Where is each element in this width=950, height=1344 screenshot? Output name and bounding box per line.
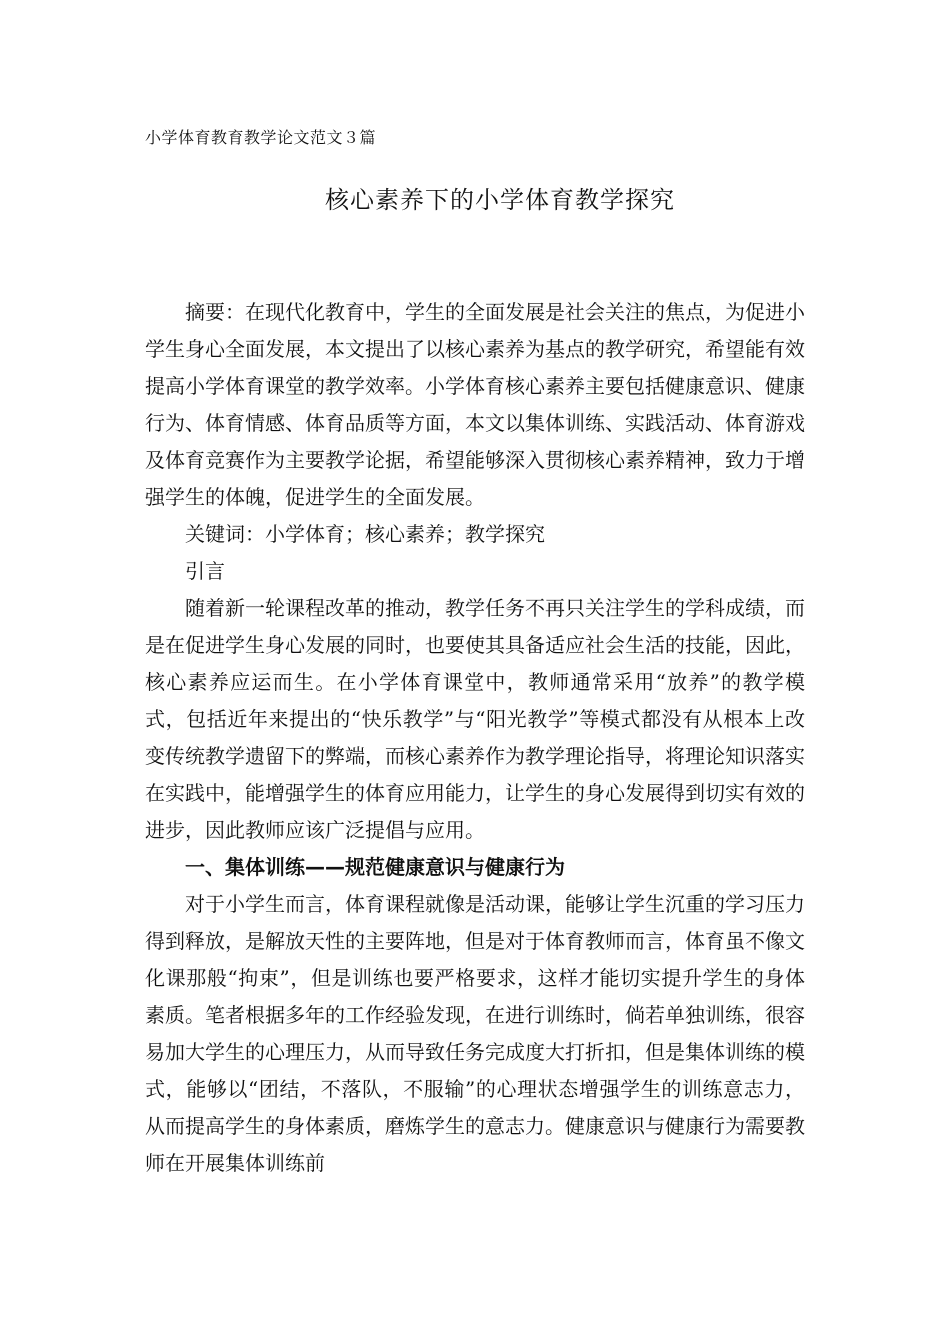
intro-paragraph: 随着新一轮课程改革的推动，教学任务不再只关注学生的学科成绩，而是在促进学生身心发展的同时，也要使其具备适应社会生活的技能，因此，核心素养应运而生。在小学体育课堂中，教师通常采用“放养”的教学模式，包括近年来提出的“快乐教学”与“阳光教学”等模式都没有从根本上改变传统教学遗留下的弊端，而核心素养作为教学理论指导，将理论知识落实在实践中，能增强学生的体育应用能力，让学生的身心发展得到切实有效的进步，因此教师应该广泛提倡与应用。	[145, 596, 805, 842]
section-1-heading: 一、集体训练——规范健康意识与健康行为	[185, 855, 565, 879]
intro-heading: 引言	[185, 559, 225, 583]
document-header-title: 小学体育教育教学论文范文３篇	[145, 128, 377, 147]
keywords-paragraph: 关键词：小学体育；核心素养；教学探究	[185, 522, 545, 546]
section-1-paragraph: 对于小学生而言，体育课程就像是活动课，能够让学生沉重的学习压力得到释放，是解放天性的主要阵地，但是对于体育教师而言，体育虽不像文化课那般“拘束”，但是训练也要严格要求，这样才能切实提升学生的身体素质。笔者根据多年的工作经验发现，在进行训练时，倘若单独训练，很容易加大学生的心理压力，从而导致任务完成度大打折扣，但是集体训练的模式，能够以“团结，不落队，不服输”的心理状态增强学生的训练意志力，从而提高学生的身体素质，磨炼学生的意志力。健康意识与健康行为需要教师在开展集体训练前	[145, 892, 805, 1175]
abstract-paragraph: 摘要：在现代化教育中，学生的全面发展是社会关注的焦点，为促进小学生身心全面发展，本文提出了以核心素养为基点的教学研究，希望能有效提高小学体育课堂的教学效率。小学体育核心素养主要包括健康意识、健康行为、体育情感、体育品质等方面，本文以集体训练、实践活动、体育游戏及体育竞赛作为主要教学论据，希望能够深入贯彻核心素养精神，致力于增强学生的体魄，促进学生的全面发展。	[145, 300, 805, 509]
article-body	[145, 294, 805, 1182]
article-title: 核心素养下的小学体育教学探究	[325, 186, 675, 214]
